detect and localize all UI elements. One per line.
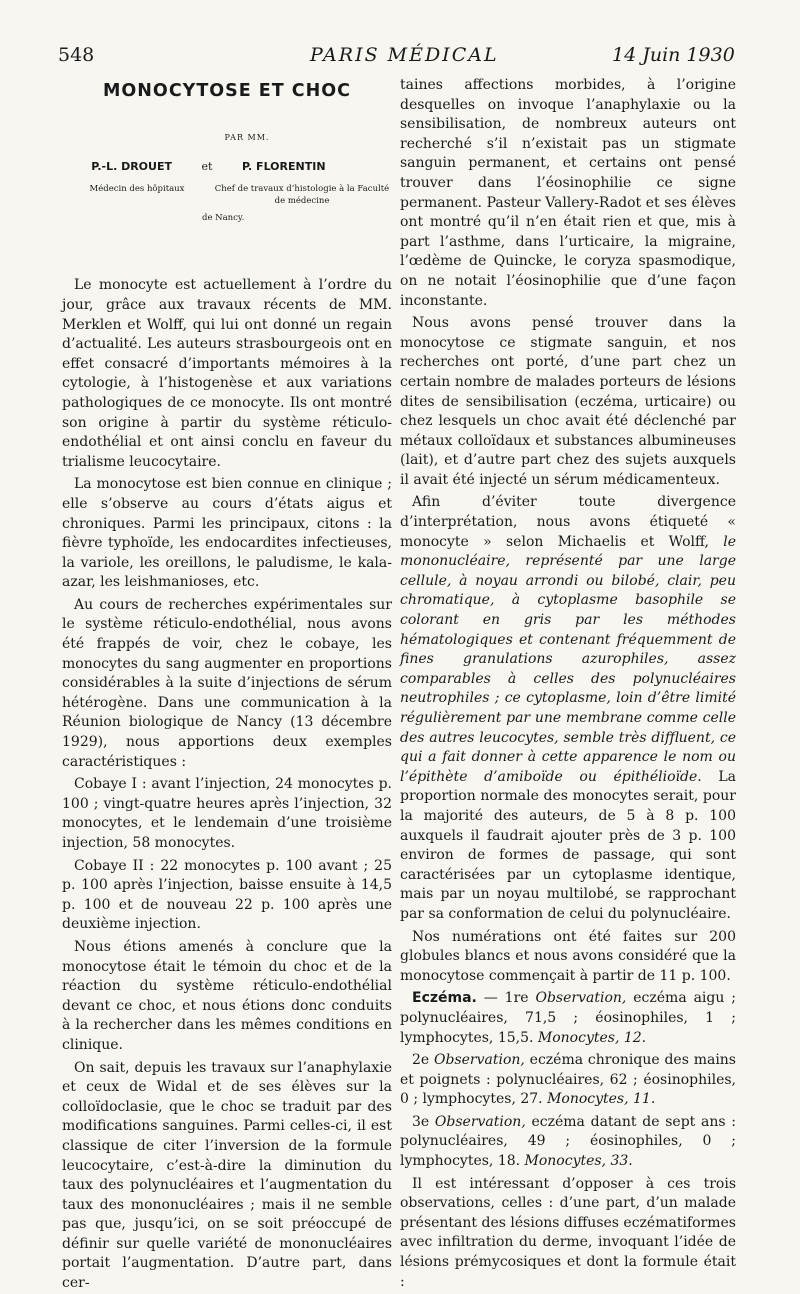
paragraph: Nous avons pensé trouver dans la monocytose ce stigmate sanguin, et nos recherches ont porté, d’une part chez un certain nombre de malades porteurs de lésions dites de sensibilisation (eczéma, urticaire) ou chez lesquels un choc avait été déclenché par métaux colloïdaux et substances albumineuses (lait), et d’autre part chez des sujets auxquels il avait été injecté un sérum médicamenteux. [400,315,736,488]
affiliations [62,183,392,207]
text-italic: Observation, [434,1052,525,1069]
text: 3e [412,1113,435,1130]
author-florentin: P. FLORENTIN [242,160,326,174]
paragraph: Au cours de recherches expérimentales sur le système réticulo-endothélial, nous avons été frappés de voir, chez le cobaye, les monocytes du sang augmenter en proportions considérables à la suite d’injections de sérum hétérogène. Dans une communication à la Réunion biologique de Nancy (13 décembre 1929), nous apportions deux exemples caractéristiques : [62,596,392,770]
issue-date: 14 Juin 1930 [612,44,735,66]
paragraph: Nos numérations ont été faites sur 200 globules blancs et nous avons considéré que la monocytose commençait à partir de 11 p. 100. [400,928,736,984]
left-column [62,76,392,1294]
text: eczéma aigu ; polynucléaires, 71,5 ; éosinophiles, 1 ; lymphocytes, 15,5. [400,990,736,1046]
right-column [400,76,736,1292]
section-keyword: Eczéma. [412,990,477,1007]
text-italic: Monocytes, 33. [524,1153,633,1170]
paragraph: Le monocyte est actuellement à l’ordre du jour, grâce aux travaux récents de MM. Merklen et Wolff, qui lui ont donné un regain d’actualité. Les auteurs strasbourgeois ont en effet consacré d’importants mémoires à la cytologie, à l’histogenèse et aux variations pathologiques de ce monocyte. Ils ont montré son origine à partir du système réticulo-endothélial et ont ainsi conclu en faveur du trialisme leucocytaire. [62,277,392,470]
paragraph: La monocytose est bien connue en clinique ; elle s’observe au cours d’états aigus et chroniques. Parmi les principaux, citons : la fièvre typhoïde, les endocardites infectieuses, la variole, les oreillons, le paludisme, le kala-azar, les leishmanioses, etc. [62,476,392,591]
text: La proportion normale des monocytes serait, pour la majorité des auteurs, de 5 à 8 p. 100 auxquels il faudrait ajouter près de 3 p. 100 environ de formes de passage, qui sont caractérisées par un cytoplasme identique, mais par un noyau multilobé, se rapprochant par sa conformation de celui du polynucléaire. [400,768,737,922]
paragraph: On sait, depuis les travaux sur l’anaphylaxie et ceux de Widal et de ses élèves sur la colloïdoclasie, que le choc se traduit par des modifications sanguines. Parmi celles-ci, il est classique de citer l’inversion de la formule leucocytaire, c’est-à-dire la diminution du taux des polynucléaires et l’augmentation du taux des mononucléaires ; mais il ne semble pas que, jusqu’ici, on se soit préoccupé de définir sur quelle variété de mononucléaires portait l’augmentation. D’autre part, dans cer- [62,1059,392,1292]
paragraph: Cobaye II : 22 monocytes p. 100 avant ; 25 p. 100 après l’injection, baisse ensuite à 14,5 p. 100 et de nouveau 22 p. 100 après une deuxième injection. [62,857,392,933]
observation-1 [400,989,736,1048]
text: 2e [412,1052,435,1069]
article-title: MONOCYTOSE ET CHOC [103,81,351,101]
authors [62,157,392,177]
paragraph: taines affections morbides, à l’origine desquelles on invoque l’anaphylaxie ou la sensibilisation, de nombreux auteurs ont recherché s’il n’existait pas un stigmate sanguin permanent, et certains ont pensé trouver dans l’éosinophilie ce signe permanent. Pasteur Vallery-Radot et ses élèves ont montré qu’il n’en était rien et que, mis à part l’asthme, dans l’urticaire, la migraine, l’œdème de Quincke, le coryza spasmodique, on ne notait l’éosinophilie que d’une façon inconstante. [400,77,736,309]
paragraph: Cobaye I : avant l’injection, 24 monocytes p. 100 ; vingt-quatre heures après l’injection, 32 monocytes, et le lendemain d’une troisième injection, 58 monocytes. [62,776,392,851]
affiliation-florentin: Chef de travaux d’histologie à la Faculté de médecine [214,183,390,206]
affiliation-place: de Nancy. [202,212,245,223]
text: eczéma chronique des mains et poignets : polynucléaires, 62 ; éosinophiles, 0 ; lymphocytes, 27. [400,1052,736,1108]
paragraph: Il est intéressant d’opposer à ces trois observations, celles : d’une part, d’un malade présentant des lésions diffuses eczématiformes avec infiltration du derme, invoquant l’idée de lésions prémycosiques et dont la formule était : [400,1175,736,1290]
author-drouet: P.-L. DROUET [91,160,172,174]
paragraph-definition [400,493,736,924]
text-italic: Monocytes, 11. [547,1091,656,1108]
text: eczéma datant de sept ans : polynucléaires, 49 ; éosinophiles, 0 ; lymphocytes, 18. [400,1113,736,1170]
text: — 1re [476,990,536,1007]
text-italic: Observation, [434,1113,526,1130]
page-number: 548 [58,44,95,66]
byline-par: PAR MM. [224,132,270,142]
observation-3 [400,1113,736,1172]
paragraph: Nous étions amenés à conclure que la monocytose était le témoin du choc et de la réaction du système réticulo-endothélial devant ce choc, et nous étions donc conduits à la rechercher dans les mêmes conditions en clinique. [62,938,392,1053]
text: Afin d’éviter toute divergence d’interprétation, nous avons étiqueté « monocyte » selon Michaelis et Wolff, [400,494,736,550]
author-conjunction: et [201,160,213,174]
observation-2 [400,1051,736,1110]
italic-definition: le mononucléaire, représenté par une large cellule, à noyau arrondi ou bilobé, clair, peu chromatique, à cytoplasme basophile se colorant en gris par les méthodes hématologiques et contenant fréquemment de fines granulations azurophiles, assez comparables à celles des polynucléaires neutrophiles ; ce cytoplasme, loin d’être limité régulièrement par une membrane comme celle des autres leucocytes, semble très diffluent, ce qui a fait donner à cette apparence le nom ou l’épithète d’amiboïde ou épithélioïde. [400,533,736,785]
affiliation-drouet: Médecin des hôpitaux [89,183,185,194]
text-italic: Monocytes, 12. [537,1029,647,1046]
text-italic: Observation, [535,990,627,1007]
running-title: PARIS MÉDICAL [310,44,499,66]
